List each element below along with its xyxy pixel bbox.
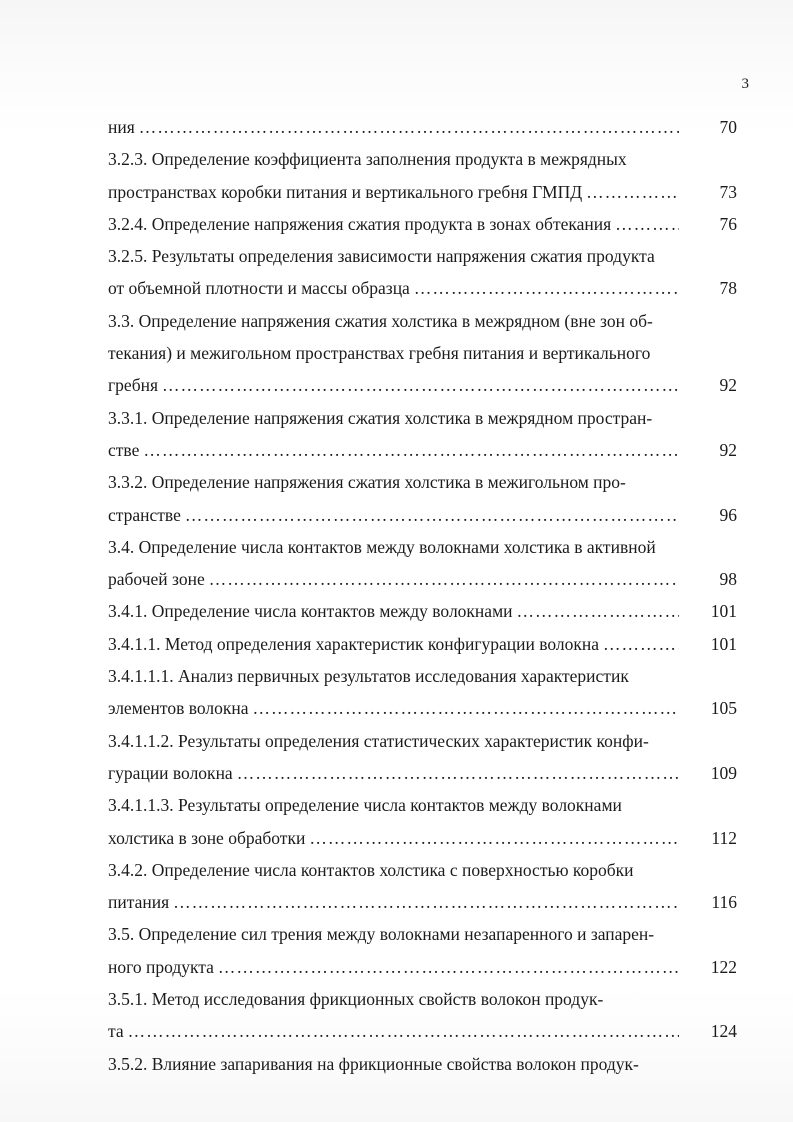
dot-leader [209,563,679,595]
toc-page-number: 105 [710,698,737,719]
toc-entry-text-line: 3.4.1.1.1. Анализ первичных результатов исследования характеристик [108,666,629,687]
page-number: 3 [741,76,749,92]
toc-entry [0,886,793,918]
toc-page-number: 70 [719,117,737,137]
toc-entry [0,692,793,724]
toc-entry-title: холстика в зоне обработки [108,827,306,848]
toc-entry-title: странстве [108,504,181,525]
toc-entry [0,111,793,143]
toc-page-number: 92 [719,375,737,396]
dot-leader [139,111,679,143]
dot-leader [143,434,679,466]
dot-leader [218,951,679,983]
toc-page-number: 73 [719,181,737,202]
table-of-contents [0,111,793,1080]
toc-page-number: 112 [711,827,737,848]
toc-entry-text-line: 3.3.1. Определение напряжения сжатия холстика в межрядном простран- [108,407,653,428]
toc-page-number: 122 [710,956,737,977]
toc-entry-title: 3.4.1. Определение числа контактов между волокнами [108,601,513,622]
toc-entry-title: от объемной плотности и массы образца [108,278,410,299]
toc-entry [0,1015,793,1047]
toc-page-number: 101 [710,601,737,622]
dot-leader [237,757,679,789]
toc-entry [0,499,793,531]
toc-entry-title: та [108,1021,124,1042]
toc-entry-title: питания [108,892,170,913]
toc-entry-text-line: 3.4.2. Определение числа контактов холстика с поверхностью коробки [108,859,634,880]
toc-entry-text-line: 3.2.5. Результаты определения зависимости напряжения сжатия продукта [108,246,655,267]
dot-leader [253,692,680,724]
toc-page-number: 78 [719,278,737,299]
dot-leader [414,272,679,304]
toc-entry [0,628,793,660]
toc-entry-text-line: текания) и межигольном пространствах гребня питания и вертикального [108,343,651,364]
dot-leader [185,499,679,531]
toc-entry-text-line: 3.3. Определение напряжения сжатия холстика в межрядном (вне зон об- [108,310,653,331]
dot-leader [517,595,679,627]
toc-entry-text-line: 3.4. Определение числа контактов между волокнами холстика в активной [108,536,656,557]
toc-page-number: 116 [711,892,737,913]
toc-entry [0,208,793,240]
toc-entry-title: ния [108,117,135,137]
toc-entry [0,434,793,466]
toc-entry-title: элементов волокна [108,698,249,719]
toc-entry [0,595,793,627]
toc-entry-text-line: 3.4.1.1.2. Результаты определения статистических характеристик конфи- [108,730,649,751]
toc-page-number: 124 [710,1021,737,1042]
dot-leader [162,369,679,401]
dot-leader [128,1015,679,1047]
toc-entry-title: рабочей зоне [108,569,205,590]
toc-entry [0,757,793,789]
toc-entry [0,176,793,208]
dot-leader [615,208,679,240]
toc-page-number: 96 [719,504,737,525]
toc-page-number: 92 [719,439,737,460]
toc-entry [0,272,793,304]
toc-entry-title: 3.4.1.1. Метод определения характеристик конфигурации волокна [108,633,600,654]
dot-leader [603,628,679,660]
dot-leader [173,886,679,918]
toc-entry [0,822,793,854]
toc-entry-text-line: 3.2.3. Определение коэффициента заполнения продукта в межрядных [108,149,627,170]
toc-entry-text-line: 3.5. Определение сил трения между волокнами незапаренного и запарен- [108,924,655,945]
toc-entry-text-line: 3.4.1.1.3. Результаты определение числа контактов между волокнами [108,795,622,816]
toc-entry-text-line: 3.3.2. Определение напряжения сжатия холстика в межигольном про- [108,472,626,493]
toc-entry-title: гребня [108,375,159,396]
toc-entry-title: гурации волокна [108,762,233,783]
toc-entry-text-line: 3.5.2. Влияние запаривания на фрикционные свойства волокон продук- [108,1053,639,1074]
toc-page-number: 98 [719,569,737,590]
toc-entry [0,563,793,595]
toc-page-number: 76 [719,213,737,234]
dot-leader [309,822,679,854]
toc-page-number: 101 [710,633,737,654]
dot-leader [586,176,679,208]
toc-entry-title: 3.2.4. Определение напряжения сжатия продукта в зонах обтекания [108,213,612,234]
toc-entry-title: стве [108,439,140,460]
toc-page-number: 109 [710,762,737,783]
toc-entry [0,369,793,401]
toc-entry [0,951,793,983]
toc-entry-title: пространствах коробки питания и вертикального гребня ГМПД [108,181,583,202]
toc-entry-text-line: 3.5.1. Метод исследования фрикционных свойств волокон продук- [108,989,604,1010]
toc-entry-title: ного продукта [108,956,214,977]
